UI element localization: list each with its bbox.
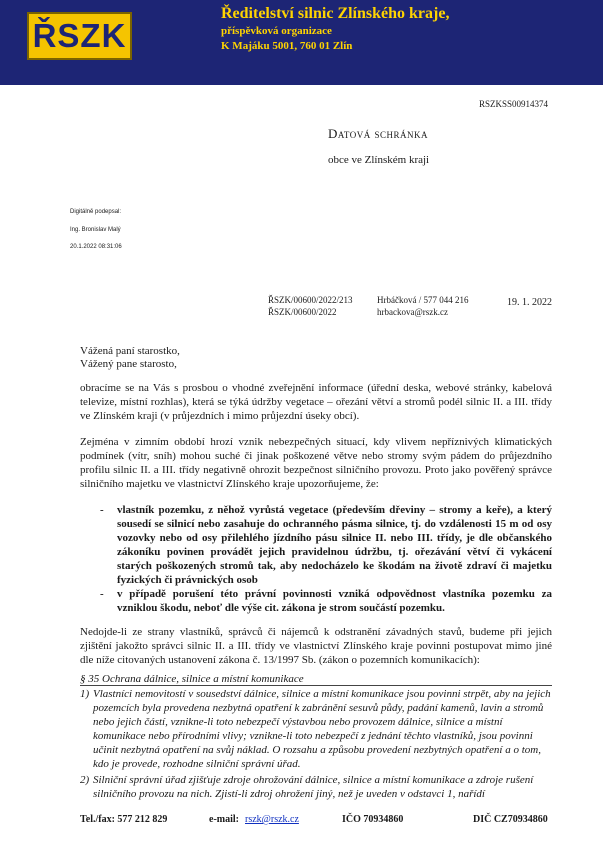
- organization-type: příspěvková organizace: [221, 25, 332, 37]
- list-item-text: vlastník pozemku, z něhož vyrůstá vegetace (především dřeviny – stromy a keře), a který sousedí se silnicí nebo zasahuje do ochranného pásma silnice, tj. do vzdálenosti 15 m od osy vozovky nebo od osy přilehlého jízdního pásu silnice II. nebo III. třídy, je dle občanského zákoníku povinen provádět jejich pravidelnou údržbu, tj. ořezávání větví či vykácení starých poškozených stromů tak, aby nedocházelo ke škodám na životě zdraví či majetku fyzických či právnických osob: [117, 504, 552, 586]
- bullet-dash: -: [100, 588, 104, 600]
- footer-email-link[interactable]: rszk@rszk.cz: [245, 814, 299, 825]
- law-paragraph-text: Silniční správní úřad zjišťuje zdroje ohrožování dálnice, silnice a místní komunikace a zdroje rušení silničního provozu na nich. Zjistí-li zdroj ohrožení jiný, než je uveden v odstavci 1, nařídí: [93, 774, 534, 800]
- law-divider: [80, 685, 552, 686]
- footer-phone: Tel./fax: 577 212 829: [80, 814, 168, 825]
- recipient-line-1: Datová schránka: [328, 126, 428, 141]
- contact-email: hrbackova@rszk.cz: [377, 307, 449, 317]
- list-item: [80, 503, 552, 587]
- letterhead: [0, 0, 603, 85]
- bullet-dash: -: [100, 504, 104, 516]
- file-number: ŘSZK/00600/2022: [268, 307, 337, 317]
- recipient-line-2: obce ve Zlínském kraji: [328, 154, 430, 166]
- rszk-logo: ŘSZK: [27, 12, 132, 60]
- salutation-male: Vážený pane starosto,: [80, 358, 177, 370]
- document-id: RSZKSS00914374: [479, 99, 549, 109]
- footer-email-label: e-mail:: [209, 814, 239, 825]
- reference-number: ŘSZK/00600/2022/213: [268, 295, 353, 305]
- signature-date: 20.1.2022 08:31:06: [70, 244, 122, 250]
- letter-date: 19. 1. 2022: [507, 297, 552, 308]
- paragraph-legal-notice: Nedojde-li ze strany vlastníků, správců či nájemců k odstranění závadných stavů, budeme při jejich zjištění jakožto správci silnic II. a III. třídy ve vlastnictví Zlínského kraje povinni postupovat mimo jiné dle níže citovaných ustanovení zákona č. 13/1997 Sb. (zákon o pozemních komunikacích):: [80, 626, 552, 666]
- organization-address: K Majáku 5001, 760 01 Zlín: [221, 40, 353, 52]
- footer-dic: DIČ CZ70934860: [473, 814, 548, 825]
- footer-ico: IČO 70934860: [342, 814, 404, 825]
- law-paragraph-number: 2): [80, 774, 90, 786]
- signature-name: Ing. Bronislav Malý: [70, 227, 121, 233]
- organization-name: Ředitelství silnic Zlínského kraje,: [221, 5, 450, 22]
- law-paragraph: [80, 773, 552, 801]
- paragraph-warning: Zejména v zimním období hrozí vznik nebezpečných situací, kdy vlivem nepříznivých klimatických podmínek (vítr, sníh) mohou suché či jinak poškozené větve nebo stromy svým pádem do průjezdního profilu silnic II. a III. třídy negativně ohrozit bezpečnost silničního provozu. Proto jako pověřený správce silničního majetku ve vlastnictví Zlínského kraje upozorňujeme, že:: [80, 436, 552, 490]
- list-item-text: v případě porušení této právní povinnosti vzniká odpovědnost vlastníka pozemku za vzniklou škodu, neboť dle výše cit. zákona je strom součástí pozemku.: [117, 588, 552, 614]
- paragraph-request: obracíme se na Vás s prosbou o vhodné zveřejnění informace (úřední deska, webové stránky, kabelová televize, místní rozhlas), která se týká údržby vegetace – ořezání větví a stromů podél silnic II. a III. třídy ve Zlínském kraji (v průjezdních i mimo průjezdní úseky obcí).: [80, 382, 552, 422]
- law-paragraphs: [80, 687, 552, 803]
- law-paragraph-text: Vlastníci nemovitostí v sousedství dálnice, silnice a místní komunikace jsou povinni strpět, aby na jejich pozemcích byla provedena nezbytná opatření k zabránění sesuvů půdy, padání kamenů, lavin a stromů nebo jejich částí, vznikne-li toto nebezpečí výstavbou nebo provozem dálnice, silnice a místní komunikace nebo přírodními vlivy; vznikne-li toto nebezpečí z jednání těchto vlastníků, jsou povinni učinit nezbytná opatření na svůj náklad. O rozsahu a způsobu provedení nezbytných opatření a o tom, kdo je provede, rozhodne silniční správní úřad.: [93, 688, 551, 770]
- law-paragraph-number: 1): [80, 688, 90, 700]
- law-paragraph: [80, 687, 552, 771]
- organization-info: [221, 4, 449, 54]
- law-section-title: § 35 Ochrana dálnice, silnice a místní komunikace: [80, 673, 304, 685]
- obligations-list: [80, 503, 552, 615]
- list-item: [80, 587, 552, 615]
- salutation-female: Vážená paní starostko,: [80, 345, 180, 357]
- contact-person: Hrbáčková / 577 044 216: [377, 295, 469, 305]
- signature-label: Digitálně podepsal:: [70, 209, 122, 215]
